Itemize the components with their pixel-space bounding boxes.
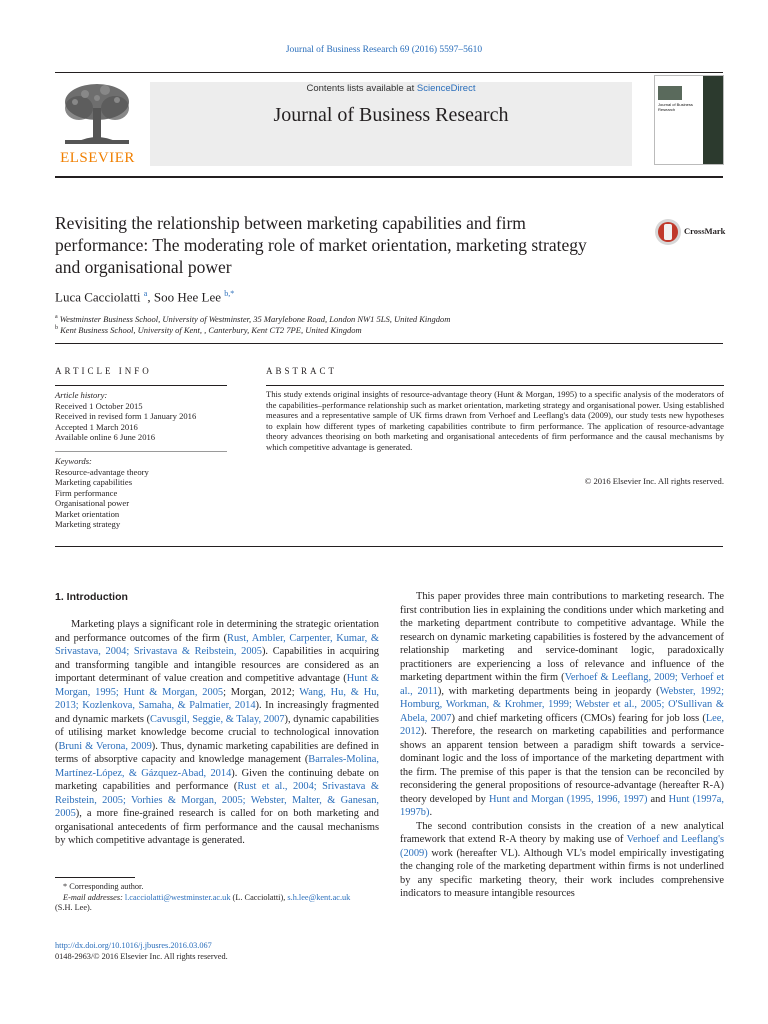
citation-link[interactable]: Hunt & Morgan, 1995; Hunt & Morgan, 2005 bbox=[55, 673, 379, 698]
keyword-item: Marketing strategy bbox=[55, 519, 121, 529]
contents-prefix: Contents lists available at bbox=[306, 83, 417, 94]
body-text-run: work (hereafter VL). Although VL's model empirically investigating the changing role of the marketing department within firms is not underlined by any specific marketing theory, their work includes comprehensive indicators to measure intangible resources bbox=[400, 847, 724, 899]
citation-link[interactable]: Rust et al., 2004; Srivastava & Reibstein, 2005; Vorhies & Morgan, 2005; Webster, Malter, & Ganesan, 2005 bbox=[55, 781, 379, 819]
body-text-run: . bbox=[429, 807, 433, 818]
article-info-heading: ARTICLE INFO bbox=[55, 366, 152, 376]
issn-line: 0148-2963/© 2016 Elsevier Inc. All rights reserved. bbox=[55, 952, 228, 961]
citation-link[interactable]: Verhoef & Leeflang, 2009; Verhoef et al., 2011 bbox=[400, 672, 725, 697]
crossmark-label[interactable]: CrossMark bbox=[684, 226, 726, 236]
keywords bbox=[55, 456, 227, 530]
section-heading: 1. Introduction bbox=[55, 591, 128, 603]
email-link-2[interactable]: s.h.lee@kent.ac.uk bbox=[287, 892, 351, 902]
footnote-rule bbox=[55, 877, 135, 878]
history-item: Accepted 1 March 2016 bbox=[55, 421, 138, 432]
body-text-run: ). In increasingly fragmented and dynamic markets ( bbox=[55, 700, 379, 725]
body-text-run: ), with marketing departments being in jeopardy ( bbox=[437, 685, 660, 697]
journal-title[interactable]: Journal of Business Research bbox=[273, 104, 509, 126]
email-name-2: (S.H. Lee). bbox=[55, 903, 92, 912]
citation-link[interactable]: Rust, Ambler, Carpenter, Kumar, & Srivastava, 2004; Srivastava & Reibstein, 2005 bbox=[55, 632, 379, 657]
paragraph bbox=[400, 820, 724, 901]
citation-link[interactable]: Webster, 1992; Homburg, Workman, & Krohmer, 1999; Webster et al., 2005; O'Sullivan & Abela, 2007 bbox=[400, 685, 725, 724]
footnote bbox=[55, 882, 379, 914]
citation-link[interactable]: Bruni & Verona, 2009 bbox=[58, 740, 152, 752]
abstract-rule bbox=[266, 385, 724, 386]
intro-paragraph-left bbox=[55, 618, 379, 848]
info-top-rule bbox=[55, 343, 723, 344]
keyword-item: Market orientation bbox=[55, 508, 120, 519]
paragraph bbox=[400, 590, 724, 820]
body-text-run: The second contribution consists in the creation of a new analytical framework that extend R-A theory by making use of bbox=[400, 820, 724, 845]
affiliation-b bbox=[55, 325, 362, 335]
elsevier-tree-logo bbox=[57, 80, 137, 150]
affiliation-a bbox=[55, 314, 450, 324]
article-history bbox=[55, 390, 227, 443]
citation-link[interactable]: Hunt and Morgan (1995, 1996, 1997) bbox=[488, 793, 648, 805]
affiliation-marker: a bbox=[55, 314, 58, 321]
author-affil-marker[interactable]: a bbox=[143, 289, 148, 298]
sciencedirect-link[interactable]: ScienceDirect bbox=[416, 83, 476, 94]
abstract-copyright: © 2016 Elsevier Inc. All rights reserved. bbox=[584, 476, 724, 486]
journal-cover-thumbnail[interactable] bbox=[654, 75, 724, 165]
header-top-rule bbox=[55, 72, 723, 73]
keywords-label: Keywords: bbox=[55, 456, 92, 466]
history-item: Received 1 October 2015 bbox=[55, 400, 143, 411]
keywords-rule bbox=[55, 451, 227, 452]
journal-citation-link[interactable]: Journal of Business Research 69 (2016) 5597–5610 bbox=[285, 45, 483, 55]
keyword-item: Organisational power bbox=[55, 498, 130, 508]
intro-column-right bbox=[400, 590, 724, 901]
author-list bbox=[55, 289, 234, 305]
citation-link[interactable]: Cavusgil, Seggie, & Talay, 2007 bbox=[150, 713, 285, 725]
keyword-item: Marketing capabilities bbox=[55, 477, 133, 487]
email-label: E-mail addresses: bbox=[63, 892, 123, 902]
email-name-1: (L. Cacciolatti), bbox=[230, 892, 288, 902]
history-label: Article history: bbox=[55, 390, 108, 400]
cover-image bbox=[658, 86, 682, 100]
article-info-rule bbox=[55, 385, 227, 386]
corresponding-label: Corresponding author. bbox=[69, 882, 144, 891]
elsevier-wordmark: ELSEVIER bbox=[60, 150, 135, 166]
page-footer bbox=[55, 940, 228, 962]
body-text-run: ). Therefore, the research on marketing capabilities and performance shows an apparent tension between a paradigm shift towards a service-dominant logic and the loss of importance of the marketing department with the firm. The premise of this paper is that the tension can be reconciled by reconsidering the general propositions of resource-advantage (hereafter R-A) theory developed by bbox=[400, 726, 724, 805]
keyword-item: Resource-advantage theory bbox=[55, 466, 149, 477]
doi-link[interactable]: http://dx.doi.org/10.1016/j.jbusres.2016.03.067 bbox=[55, 941, 212, 950]
citation-link[interactable]: Hunt (1997a, 1997b) bbox=[400, 793, 724, 818]
author-separator: , bbox=[147, 289, 154, 305]
citation-link[interactable]: Lee, 2012 bbox=[400, 712, 724, 737]
body-text-run: ), a more fine-grained research is called for on both marketing and organisational antecedents of firm performance and the causal mechanisms by which competitive advantage is generated. bbox=[55, 808, 379, 846]
paragraph bbox=[55, 618, 379, 848]
cover-title: Journal of Business Research bbox=[658, 102, 693, 112]
affiliation-marker: b bbox=[55, 325, 58, 332]
affiliation-text: Westminster Business School, University of Westminster, 35 Marylebone Road, London NW1 5LS, United Kingdom bbox=[59, 314, 451, 324]
keyword-item: Firm performance bbox=[55, 487, 118, 498]
citation-link[interactable]: Verhoef and Leeflang's (2009) bbox=[400, 834, 725, 859]
body-text-run: ). Capabilities in acquiring and transforming tangible and intangible resources are considered as an important determinant of value creation and competitive advantage ( bbox=[55, 646, 380, 684]
abstract-heading: ABSTRACT bbox=[266, 366, 338, 376]
article-title: Revisiting the relationship between marketing capabilities and firm performance: The moderating role of market orientation, marketing strategy and organisational power bbox=[55, 213, 587, 277]
corresponding-author-note: * Corresponding author. bbox=[63, 882, 144, 891]
header-bottom-rule bbox=[55, 176, 723, 178]
body-text-run: ). Given the continuing debate on marketing capabilities and performance ( bbox=[55, 767, 379, 792]
body-text-run: This paper provides three main contributions to marketing research. The first contribution lies in explaining the conditions under which marketing and the marketing department contribute to competitive advantage. While the research on dynamic marketing capabilities is fostered by the advancement of relationship marketing and service-dominant logic, paradoxically practitioners are experiencing a loss of relevance and influence of the marketing department within the firm ( bbox=[400, 591, 724, 683]
citation-link[interactable]: Barrales-Molina, Martínez-López, & Gázquez-Abad, 2014 bbox=[55, 754, 379, 779]
abstract-bottom-rule bbox=[55, 546, 723, 547]
author-affil-marker[interactable]: b,* bbox=[224, 289, 235, 298]
author-name: Soo Hee Lee bbox=[153, 289, 221, 305]
history-item: Received in revised form 1 January 2016 bbox=[55, 411, 197, 421]
body-text-run: ) and chief marketing officers (CMOs) fearing for job loss ( bbox=[451, 712, 706, 724]
body-text-run: and bbox=[647, 793, 669, 805]
history-item: Available online 6 June 2016 bbox=[55, 432, 156, 442]
affiliation-text: Kent Business School, University of Kent, , Canterbury, Kent CT2 7PE, United Kingdom bbox=[60, 325, 362, 335]
contents-line bbox=[150, 83, 632, 94]
body-text-run: ; Morgan, 2012; bbox=[223, 686, 300, 698]
cover-spine bbox=[703, 76, 723, 165]
body-text-run: ), dynamic capabilities of utilising market knowledge become crucial to technological innovation ( bbox=[55, 713, 379, 752]
abstract-text: This study extends original insights of resource-advantage theory (Hunt & Morgan, 1995) to a specific analysis of the moderators of the capabilities–performance relationship such as market orientation, marketing strategy and organisational power. Using established measures and a representative sample of UK firms drawn from Verhoef and Leeflang's data (2009), our study tests new hypotheses to explain how different types of marketing capabilities contribute to firm performance. The application of resource-advantage theory advances theorising on both marketing and organisational antecedents of firm performance and the causal mechanisms by which competitive advantage is generated. bbox=[266, 389, 724, 452]
body-text-run: ). Thus, dynamic marketing capabilities are defined in terms of absorptive capacity and knowledge management ( bbox=[55, 740, 379, 765]
body-text-run: Marketing plays a significant role in determining the strategic orientation and performance outcomes of the firm ( bbox=[55, 619, 379, 644]
author-name: Luca Cacciolatti bbox=[55, 289, 141, 305]
email-link-1[interactable]: l.cacciolatti@westminster.ac.uk bbox=[124, 892, 231, 902]
citation-link[interactable]: Wang, Hu, & Hu, 2013; Kozlenkova, Samaha, & Palmatier, 2014 bbox=[55, 686, 380, 711]
email-note bbox=[55, 893, 379, 904]
crossmark-icon[interactable] bbox=[654, 218, 682, 246]
